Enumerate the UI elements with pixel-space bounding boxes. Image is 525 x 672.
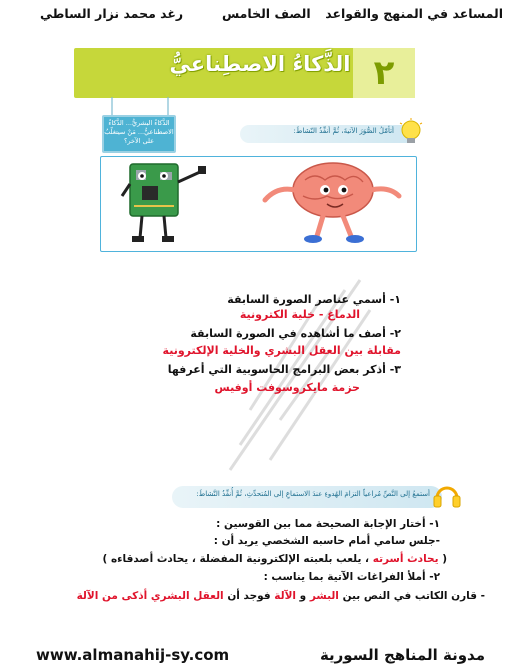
choices-rest: ، يلعب بلعبته الإلكترونية المفضلة ، يحادث أصدقاءه ) — [102, 553, 370, 565]
choices-open: ( — [442, 553, 447, 565]
activity2-instruction: أستمعُ إلى النَّصِّ مُراعياً التزامَ الهُدوءِ عندَ الاستماعِ إلى المُتحدِّثِ، ثُمَّ أُنفِّذُ النَّشاطَ: — [196, 490, 430, 498]
question-3: ٣- أذكر بعض البرامج الحاسوبية التي أعرفها — [167, 363, 401, 376]
fill-answer-2: الآلة — [274, 590, 297, 602]
fill-answer-1: البشر — [309, 590, 339, 602]
answer-1: الدماغ - خلية الكترونية — [239, 308, 360, 321]
circuit-board-character-icon — [120, 160, 215, 248]
brain-character-icon — [255, 160, 405, 246]
header-author: رغد محمد نزار الساطي — [40, 6, 184, 21]
correct-choice: يحادث أسرته — [372, 553, 439, 565]
footer-blog-name: مدونة المناهج السورية — [319, 646, 485, 664]
footer-website[interactable]: www.almanahij-sy.com — [36, 646, 230, 664]
fill-answer-3: العقل البشري أذكى من الآلة — [76, 590, 224, 602]
sign-strings — [100, 97, 180, 117]
header-grade: الصف الخامس — [222, 6, 311, 21]
section2-question-1: ١- أختار الإجابة الصحيحة مما بين القوسين : — [216, 518, 440, 530]
choices-line — [103, 553, 447, 565]
header-book-title: المساعد في المنهج والقواعد — [325, 6, 503, 21]
answer-2: مقابلة بين العقل البشري والخلية الإلكترونية — [162, 344, 401, 357]
fill-blank-line — [77, 590, 485, 602]
lesson-number: ٢ — [373, 53, 395, 93]
sign-question: الذَّكاءُ البشريُّ... الذَّكاءُ الاصطناعيُّ... مَنْ سيتغلّبُ على الآخر؟ — [102, 115, 176, 153]
section2-line-1: -جلس سامي أمام حاسبه الشخصي يريد أن : — [213, 535, 440, 547]
headphones-icon — [432, 480, 462, 510]
fill-and: و — [299, 590, 307, 602]
lesson-title: الذَّكاءُ الاصطِناعيُّ — [169, 52, 351, 76]
section2-question-2: ٢- أملأ الفراغات الآتية بما يناسب : — [263, 571, 440, 583]
answer-3: حزمة مايكروسوفت أوفيس — [214, 381, 360, 394]
fill-prefix: - قارن الكاتب في النص بين — [342, 590, 485, 602]
activity1-instruction: أتأمّلُ الصُّوَرَ الآتيةَ، ثُمَّ أنفِّذُ النّشاطَ: — [293, 127, 394, 135]
question-2: ٢- أصف ما أشاهده في الصورة السابقة — [190, 327, 401, 340]
question-1: ١- أسمي عناصر الصورة السابقة — [227, 293, 401, 306]
fill-mid: فوجد أن — [227, 590, 271, 602]
lightbulb-icon — [398, 118, 424, 146]
